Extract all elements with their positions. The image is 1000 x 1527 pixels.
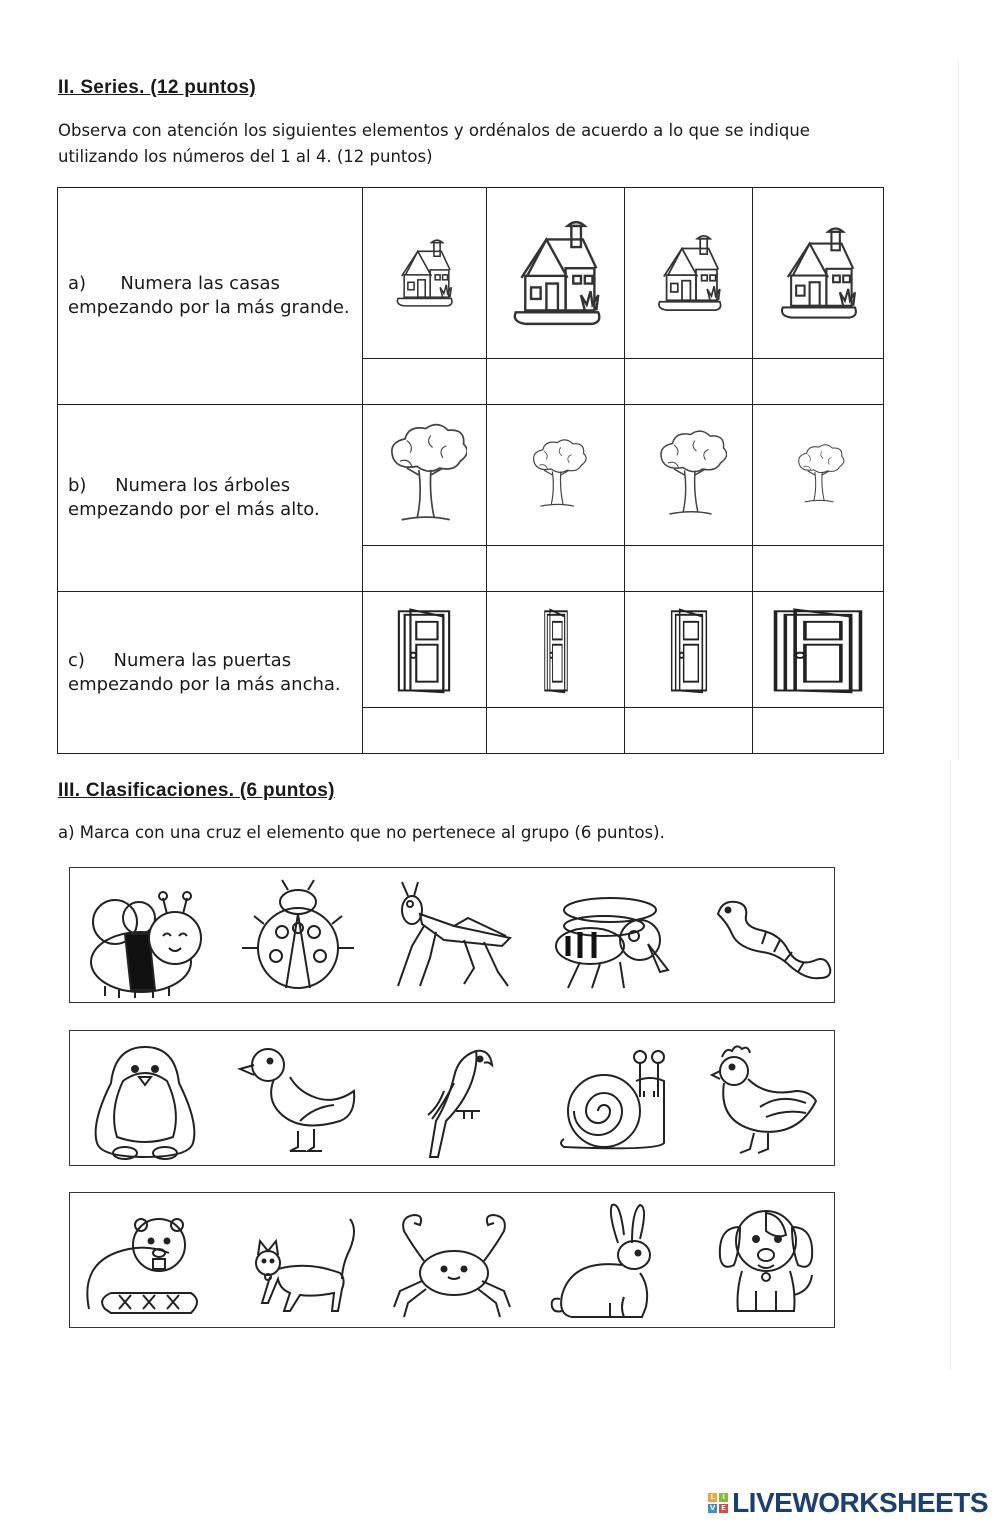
row-text: Numera los árboles empezando por el más alto. — [68, 475, 320, 520]
house-largest — [487, 188, 625, 359]
answer-box[interactable] — [625, 708, 753, 754]
answer-box[interactable] — [362, 708, 487, 754]
house-medium — [625, 188, 753, 359]
item-dog[interactable] — [696, 1199, 836, 1323]
answer-box[interactable] — [362, 546, 487, 592]
worm-icon — [696, 874, 836, 998]
door-widest — [753, 592, 884, 708]
house-icon — [654, 228, 724, 318]
series-instructions: Observa con atención los siguientes elementos y ordénalos de acuerdo a lo que se indique utilizando los números del 1 al 4. (12 puntos) — [58, 121, 810, 166]
logo-mark — [708, 1493, 728, 1513]
answer-box[interactable] — [625, 546, 753, 592]
answer-box[interactable] — [753, 359, 884, 405]
answer-box[interactable] — [753, 546, 884, 592]
item-parrot[interactable] — [384, 1037, 524, 1161]
item-wasp[interactable] — [540, 874, 680, 998]
section-title-classifications: III. Clasificaciones. (6 puntos) — [58, 780, 335, 801]
house-large — [753, 188, 884, 359]
door-narrow — [625, 592, 753, 708]
tree-icon — [381, 417, 467, 533]
item-ladybug[interactable] — [228, 874, 368, 998]
door-icon — [669, 606, 709, 694]
instruction-trees — [58, 405, 363, 592]
tree-icon — [781, 444, 855, 506]
liveworksheets-logo — [708, 1487, 988, 1519]
series-table — [57, 187, 884, 754]
item-penguin[interactable] — [75, 1037, 215, 1161]
penguin-icon — [75, 1037, 215, 1161]
house-icon — [776, 218, 860, 328]
item-crab[interactable] — [384, 1199, 524, 1323]
hen-icon — [696, 1037, 836, 1161]
tree-icon — [651, 430, 727, 520]
dog-icon — [696, 1199, 836, 1323]
cat-icon — [228, 1199, 368, 1323]
door-narrowest — [487, 592, 625, 708]
bee-icon — [75, 874, 215, 998]
snail-icon — [540, 1037, 680, 1161]
house-icon — [508, 208, 604, 338]
section-title-series: II. Series. (12 puntos) — [58, 77, 257, 98]
answer-box[interactable] — [362, 359, 487, 405]
logo-text: LIVEWORKSHEETS — [732, 1487, 988, 1518]
item-duck[interactable] — [228, 1037, 368, 1161]
tree-tallest — [362, 405, 487, 546]
crab-icon — [384, 1199, 524, 1323]
tree-icon — [520, 439, 592, 511]
answer-box[interactable] — [487, 546, 625, 592]
logo-square: I — [719, 1493, 728, 1502]
row-text: Numera las puertas empezando por la más ancha. — [68, 649, 341, 695]
tree-short — [487, 405, 625, 546]
answer-box[interactable] — [487, 708, 625, 754]
tree-shortest — [753, 405, 884, 546]
parrot-icon — [384, 1037, 524, 1161]
scan-edge — [950, 760, 951, 1370]
duck-icon — [228, 1037, 368, 1161]
answer-box[interactable] — [625, 359, 753, 405]
item-hen[interactable] — [696, 1037, 836, 1161]
door-icon — [769, 606, 867, 694]
group-insects — [69, 867, 835, 1003]
ladybug-icon — [228, 874, 368, 998]
classifications-instructions: a) Marca con una cruz el elemento que no pertenece al grupo (6 puntos). — [58, 823, 665, 842]
tree-tall — [625, 405, 753, 546]
item-cat[interactable] — [228, 1199, 368, 1323]
beaver-icon — [75, 1199, 215, 1323]
group-mammals — [69, 1192, 835, 1328]
rabbit-icon — [540, 1199, 680, 1323]
answer-box[interactable] — [753, 708, 884, 754]
row-letter: c) — [68, 649, 85, 671]
item-worm[interactable] — [696, 874, 836, 998]
row-text: Numera las casas empezando por la más grande. — [68, 273, 350, 318]
item-grasshopper[interactable] — [384, 874, 524, 998]
item-rabbit[interactable] — [540, 1199, 680, 1323]
house-small — [362, 188, 487, 359]
wasp-icon — [540, 874, 680, 998]
scan-edge — [958, 60, 959, 760]
door-icon — [543, 606, 569, 694]
item-beaver[interactable] — [75, 1199, 215, 1323]
item-bee[interactable] — [75, 874, 215, 998]
instruction-houses — [58, 188, 363, 405]
answer-box[interactable] — [487, 359, 625, 405]
row-letter: a) — [68, 273, 87, 294]
house-icon — [393, 238, 455, 308]
instruction-doors — [58, 592, 363, 754]
door-medium-wide — [362, 592, 487, 708]
group-birds — [69, 1030, 835, 1166]
logo-square: L — [708, 1493, 717, 1502]
row-letter: b) — [68, 475, 87, 496]
grasshopper-icon — [384, 874, 524, 998]
logo-square: E — [719, 1504, 728, 1513]
logo-square: V — [709, 1504, 716, 1512]
door-icon — [395, 606, 453, 694]
item-snail[interactable] — [540, 1037, 680, 1161]
